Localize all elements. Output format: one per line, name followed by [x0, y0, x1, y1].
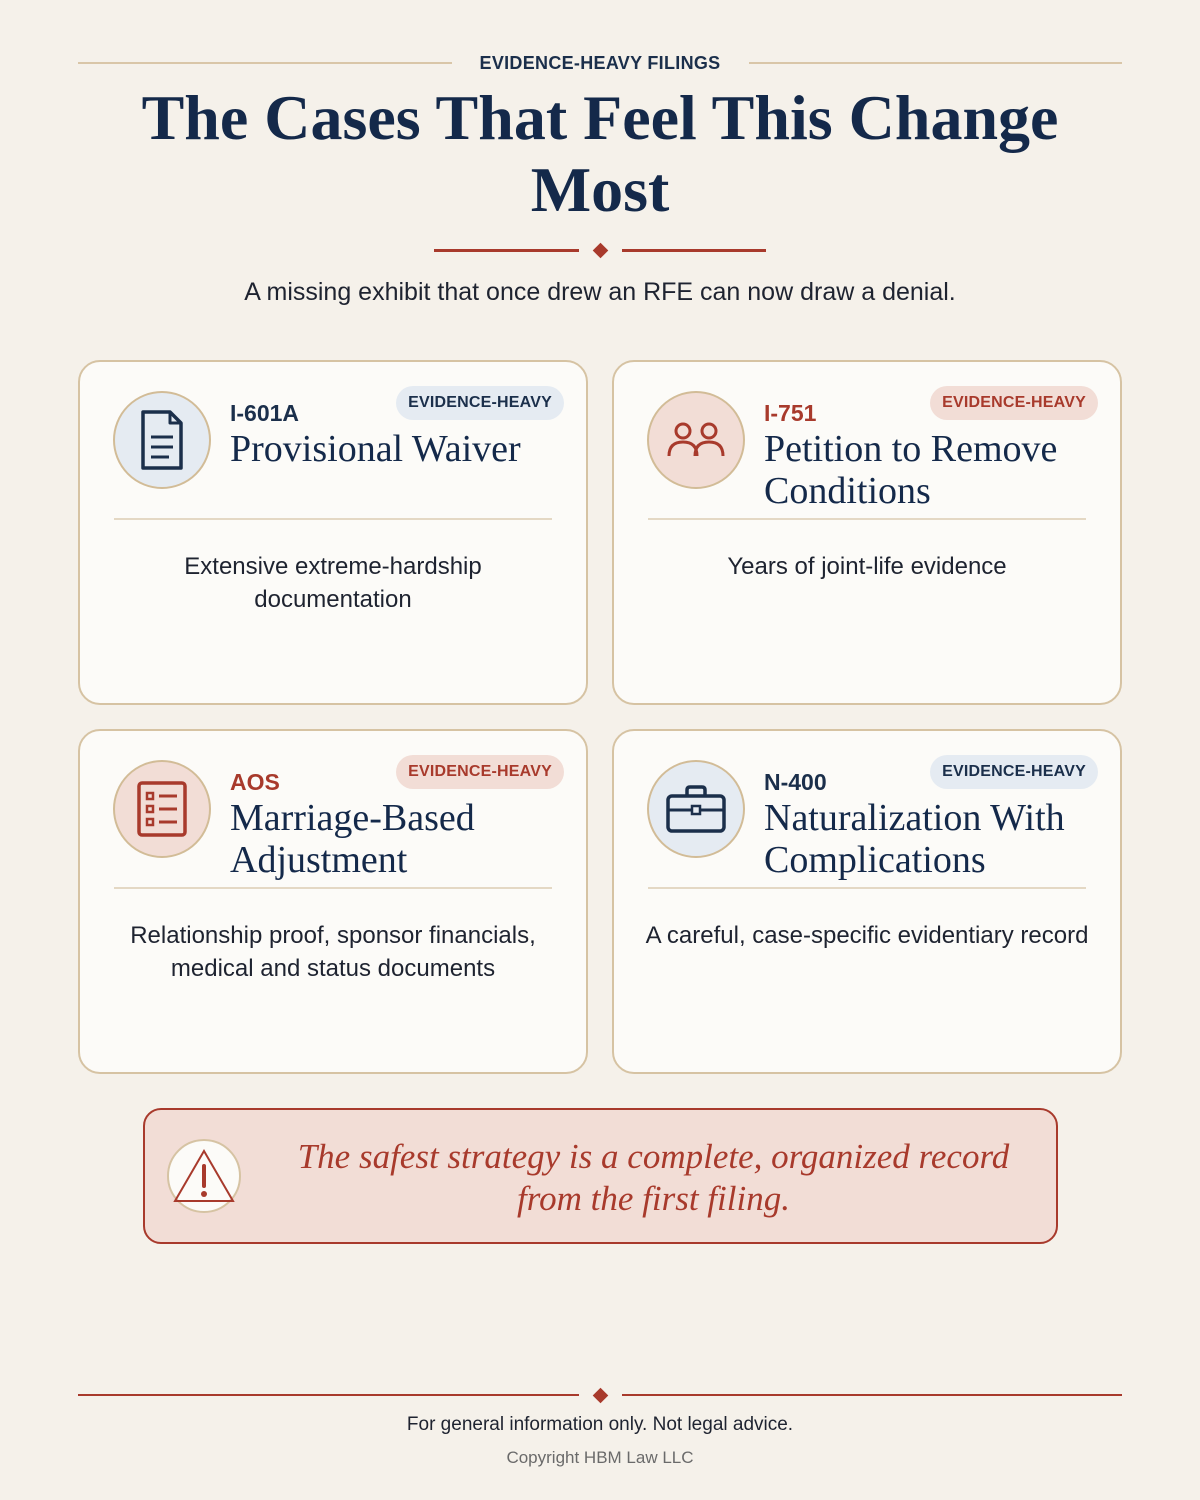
- card-separator: [114, 518, 552, 520]
- title-divider: [434, 240, 766, 260]
- eyebrow-line-right: [749, 62, 1123, 64]
- status-badge: EVIDENCE-HEAVY: [396, 386, 564, 420]
- case-title: Provisional Waiver: [230, 428, 521, 470]
- status-badge: EVIDENCE-HEAVY: [396, 755, 564, 789]
- callout-text: The safest strategy is a complete, organized record from the first filing.: [297, 1137, 1010, 1218]
- case-description: Years of joint-life evidence: [727, 553, 1007, 580]
- people-icon: [647, 391, 745, 489]
- divider-bar-left: [434, 249, 579, 252]
- case-card-aos: [78, 729, 588, 1074]
- case-code: I-751: [764, 400, 817, 426]
- divider-bar-right: [622, 249, 767, 252]
- copyright: Copyright HBM Law LLC: [506, 1448, 694, 1467]
- card-separator: [114, 887, 552, 889]
- footer-divider: [78, 1385, 1122, 1405]
- eyebrow: EVIDENCE-HEAVY FILINGS: [479, 52, 721, 73]
- divider-bar-left: [78, 1394, 579, 1396]
- diamond-icon: [592, 242, 608, 258]
- subtitle: A missing exhibit that once drew an RFE can now draw a denial.: [244, 278, 956, 306]
- case-description: A careful, case-specific evidentiary record: [645, 922, 1089, 949]
- card-separator: [648, 887, 1086, 889]
- status-badge: EVIDENCE-HEAVY: [930, 755, 1098, 789]
- case-description: Relationship proof, sponsor financials, medical and status documents: [130, 922, 536, 982]
- diamond-icon: [592, 1387, 608, 1403]
- status-badge: EVIDENCE-HEAVY: [930, 386, 1098, 420]
- page-title: The Cases That Feel This Change Most: [141, 82, 1059, 225]
- case-card-n400: [612, 729, 1122, 1074]
- eyebrow-row: [78, 50, 1122, 76]
- case-description: Extensive extreme-hardship documentation: [184, 553, 482, 613]
- case-card-i601a: [78, 360, 588, 705]
- card-separator: [648, 518, 1086, 520]
- document-icon: [113, 391, 211, 489]
- case-code: AOS: [230, 769, 280, 795]
- eyebrow-line-left: [78, 62, 452, 64]
- case-card-i751: [612, 360, 1122, 705]
- briefcase-icon: [647, 760, 745, 858]
- case-title: Marriage-Based Adjustment: [230, 797, 475, 881]
- divider-bar-right: [622, 1394, 1123, 1396]
- disclaimer: For general information only. Not legal advice.: [406, 1414, 794, 1435]
- checklist-icon: [113, 760, 211, 858]
- warning-icon: [167, 1139, 241, 1213]
- case-title: Petition to Remove Conditions: [764, 428, 1058, 512]
- case-title: Naturalization With Complications: [764, 797, 1065, 881]
- case-code: I-601A: [230, 400, 300, 426]
- case-code: N-400: [764, 769, 827, 795]
- strategy-callout: [143, 1108, 1058, 1244]
